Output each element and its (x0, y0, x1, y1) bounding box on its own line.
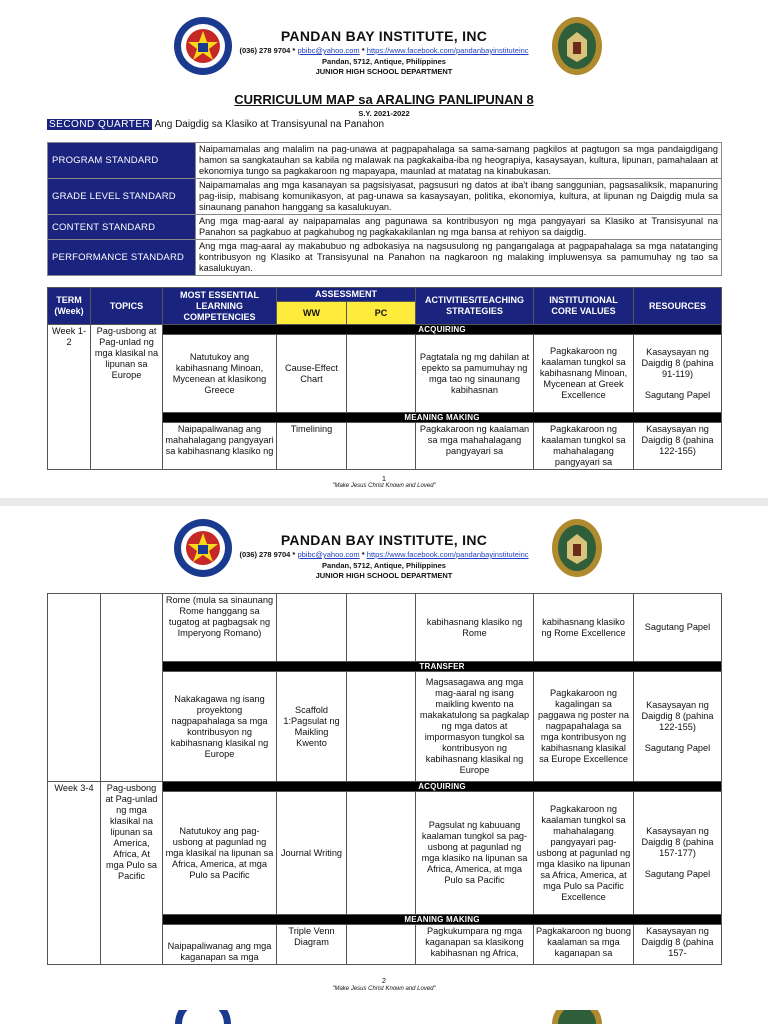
topics-header: TOPICS (91, 288, 163, 325)
activity-cell: Pagsulat ng kabuuang kaalaman tungkol sa pag- usbong at pagunlad ng mga klasiko na lipunan sa Africa, America, at mga Pulo sa Pacific (416, 792, 534, 915)
core-values-cell: kabihasnang klasiko ng Rome Excellence (534, 594, 634, 662)
pc-cell (347, 792, 416, 915)
melc-cell: Naipapaliwanag ang mga kaganapan sa mga (163, 925, 277, 965)
topic-cell: Pag-usbong at Pag-unlad ng mga klasikal na lipunan sa America, Africa, At mga Pulo sa Pacific (101, 782, 163, 965)
facebook-link[interactable]: https://www.facebook.com/pandanbayinstituteinc (366, 550, 529, 559)
standards-table (47, 142, 722, 276)
activities-header: ACTIVITIES/TEACHING STRATEGIES (416, 288, 534, 325)
term-header: TERM (Week) (48, 288, 91, 325)
core-values-cell: Pagkakaroon ng kaalaman tungkol sa mahahalagang pangyayari sa (534, 423, 634, 470)
assessment-header: ASSESSMENT (277, 288, 416, 302)
content-standard-label: CONTENT STANDARD (48, 215, 196, 240)
melc-cell: Nakakagawa ng isang proyektong nagpapahalaga sa mga kontribusyon ng kabihasnang klasikal ng Europe (163, 672, 277, 782)
ww-cell (277, 594, 347, 662)
resources-cell: Kasaysayan ng Daigdig 8 (pahina 122-155) (634, 423, 722, 470)
activity-cell: Pagkukumpara ng mga kaganapan sa klasikong kabihasnan ng Africa, (416, 925, 534, 965)
melc-cell: Natutukoy ang pag-usbong at pagunlad ng mga klasikal na lipunan sa Africa, America, at mga Pulo sa Pacific (163, 792, 277, 915)
resources-cell: Sagutang Papel (634, 594, 722, 662)
page-gap (0, 498, 768, 506)
core-values-header: INSTITUTIONAL CORE VALUES (534, 288, 634, 325)
resource-worksheet: Sagutang Papel (644, 869, 711, 879)
activity-cell: Pagtatala ng mg dahilan at epekto sa pamumuhay ng mga tao ng sinaunang kabihasnan (416, 335, 534, 413)
next-page-seal-right-icon (547, 1010, 607, 1024)
pc-header: PC (347, 302, 416, 325)
activity-cell: Magsasagawa ang mga mag-aaral ng isang maikling kwento na makakatulong sa pagkalap ng mga datos at impormasyon tungkol sa kontribusyon ng kabihasnang klasikal ng Europe (416, 672, 534, 782)
week-cell (48, 594, 101, 782)
grade-level-standard-label: GRADE LEVEL STANDARD (48, 179, 196, 215)
school-address: Pandan, 5712, Antique, Philippines (322, 561, 446, 570)
next-page-seal-left-icon (173, 1010, 233, 1024)
footer-motto: "Make Jesus Christ Known and Loved" (332, 483, 436, 489)
melc-header: MOST ESSENTIAL LEARNING COMPETENCIES (163, 288, 277, 325)
document-title: CURRICULUM MAP sa ARALING PANLIPUNAN 8 (234, 92, 534, 107)
topic-cell (101, 594, 163, 782)
contact-separator: * (361, 46, 365, 55)
melc-cell: Rome (mula sa sinaunang Rome hanggang sa tugatog at pagbagsak ng Imperyong Romano) (163, 594, 277, 662)
department-name: JUNIOR HIGH SCHOOL DEPARTMENT (315, 571, 453, 580)
department-name: JUNIOR HIGH SCHOOL DEPARTMENT (315, 67, 453, 76)
page-number: 2 (381, 976, 387, 985)
email-link[interactable]: pbibc@yahoo.com (297, 46, 360, 55)
grade-level-standard-text: Naipamamalas ang mga kasanayan sa pagsisiyasat, pagsusuri ng datos at iba't ibang sanggunian, pagsasaliksik, mapanuring pag-iisip, mabisang komunikasyon, at pag-unawa sa kasaysayan, politika, ekonomiya, kultura, at lipunan ng Daigdig mula sa sinaunang panahon hanggang sa kasalukuyan. (196, 179, 722, 215)
melc-cell: Naipapaliwanag ang mahahalagang pangyayari sa kabihasnang klasiko ng (163, 423, 277, 470)
meaning-making-band: MEANING MAKING (163, 915, 722, 925)
ww-cell: Timelining (277, 423, 347, 470)
content-standard-text: Ang mga mag-aaral ay naipapamalas ang pagunawa sa kontribusyon ng mga pangyayari sa Klasiko at Transisyunal na Panahon sa pagkabuo at pagkahubog ng pagkakakilanlan ng mga bansa at rehiyon sa daigdig. (196, 215, 722, 240)
letterhead (0, 0, 768, 82)
resources-cell (634, 672, 722, 782)
email-link[interactable]: pbibc@yahoo.com (297, 550, 360, 559)
contact-separator: * (361, 550, 365, 559)
pc-cell (347, 925, 416, 965)
facebook-link[interactable]: https://www.facebook.com/pandanbayinstituteinc (366, 46, 529, 55)
curriculum-table-page-2 (47, 593, 722, 965)
ww-cell: Scaffold 1:Pagsulat ng Maikling Kwento (277, 672, 347, 782)
pc-cell (347, 423, 416, 470)
resources-cell (634, 792, 722, 915)
melc-cell: Natutukoy ang kabihasnang Minoan, Mycenean at klasikong Greece (163, 335, 277, 413)
pc-cell (347, 335, 416, 413)
resource-worksheet: Sagutang Papel (644, 389, 711, 400)
letterhead (0, 506, 768, 588)
performance-standard-label: PERFORMANCE STANDARD (48, 240, 196, 276)
acquiring-band: ACQUIRING (163, 325, 722, 335)
ww-cell: Triple Venn Diagram (277, 925, 347, 965)
transfer-band: TRANSFER (163, 662, 722, 672)
topic-cell: Pag-usbong at Pag-unlad ng mga klasikal na lipunan sa Europe (91, 325, 163, 470)
core-values-cell: Pagkakaroon ng kaalaman tungkol sa mahahalagang pangyayari pag-usbong at pagunlad ng mga klasiko na lipunan sa Africa, America, at mga Pulo sa Pacific Excellence (534, 792, 634, 915)
contact-line (0, 550, 768, 559)
pc-cell (347, 594, 416, 662)
resources-cell: Kasaysayan ng Daigdig 8 (pahina 157- (634, 925, 722, 965)
quarter-label: SECOND QUARTER (49, 119, 151, 130)
program-standard-text: Naipamamalas ang malalim na pag-unawa at pagpapahalaga sa sama-samang pagkilos at pagtugon sa mga pandaigdigang hamon sa sangkatauhan sa kabila ng malawak na pagkakaiba-iba ng heograpiya, kasaysayan, kultura, lipunan, pamahalaan at ekonomiya tungo sa pagkakaroon ng mapayapa, maunlad at matatag na kinabukasan. (196, 143, 722, 179)
footer-motto: "Make Jesus Christ Known and Loved" (332, 986, 436, 992)
ww-cell: Journal Writing (277, 792, 347, 915)
core-values-cell: Pagkakaroon ng buong kaalaman sa mga kaganapan sa (534, 925, 634, 965)
school-seal-right-icon (547, 16, 607, 76)
contact-line (0, 46, 768, 55)
resource-book: Kasaysayan ng Daigdig 8 (pahina 122-155) (641, 699, 714, 732)
core-values-cell: Pagkakaroon ng kagalingan sa paggawa ng poster na nagpapahalaga sa mga kontribusyon ng kabihasnang klasikal sa Europe Excellence (534, 672, 634, 782)
resource-worksheet: Sagutang Papel (644, 742, 711, 753)
school-seal-right-icon (547, 518, 607, 578)
quarter-heading (47, 119, 384, 130)
resources-header: RESOURCES (634, 288, 722, 325)
pc-cell (347, 672, 416, 782)
document-page-1 (0, 0, 768, 498)
institute-name: PANDAN BAY INSTITUTE, INC (280, 532, 488, 548)
activity-cell: kabihasnang klasiko ng Rome (416, 594, 534, 662)
phone-number: (036) 278 9704 * (239, 550, 296, 559)
quarter-title: Ang Daigdig sa Klasiko at Transisyunal na Panahon (154, 119, 385, 130)
institute-name: PANDAN BAY INSTITUTE, INC (280, 28, 488, 44)
ww-cell: Cause-Effect Chart (277, 335, 347, 413)
school-year: S.Y. 2021-2022 (358, 109, 410, 118)
week-cell: Week 1-2 (48, 325, 91, 470)
performance-standard-text: Ang mga mag-aaral ay makabubuo ng adbokasiya na nagsusulong ng pangangalaga at pagpapahalaga sa mga natatanging kontribusyon ng Klasiko at Transisyunal na Panahon na nagkaroon ng malaking impluwensya sa pamumuhay ng tao sa kasalukuyan. (196, 240, 722, 276)
ww-header: WW (277, 302, 347, 325)
resource-book: Kasaysayan ng Daigdig 8 (pahina 157-177) (641, 826, 714, 858)
resources-cell (634, 335, 722, 413)
program-standard-label: PROGRAM STANDARD (48, 143, 196, 179)
resource-book: Kasaysayan ng Daigdig 8 (pahina 91-119) (641, 346, 714, 379)
meaning-making-band: MEANING MAKING (163, 413, 722, 423)
activity-cell: Pagkakaroon ng kaalaman sa mga mahahalagang pangyayari sa (416, 423, 534, 470)
curriculum-table-page-1 (47, 287, 722, 470)
phone-number: (036) 278 9704 * (239, 46, 296, 55)
document-page-2 (0, 506, 768, 1024)
acquiring-band: ACQUIRING (163, 782, 722, 792)
page-number: 1 (381, 474, 387, 483)
week-cell: Week 3-4 (48, 782, 101, 965)
school-address: Pandan, 5712, Antique, Philippines (322, 57, 446, 66)
core-values-cell: Pagkakaroon ng kaalaman tungkol sa kabihasnang Minoan, Mycenean at Greek Excellence (534, 335, 634, 413)
